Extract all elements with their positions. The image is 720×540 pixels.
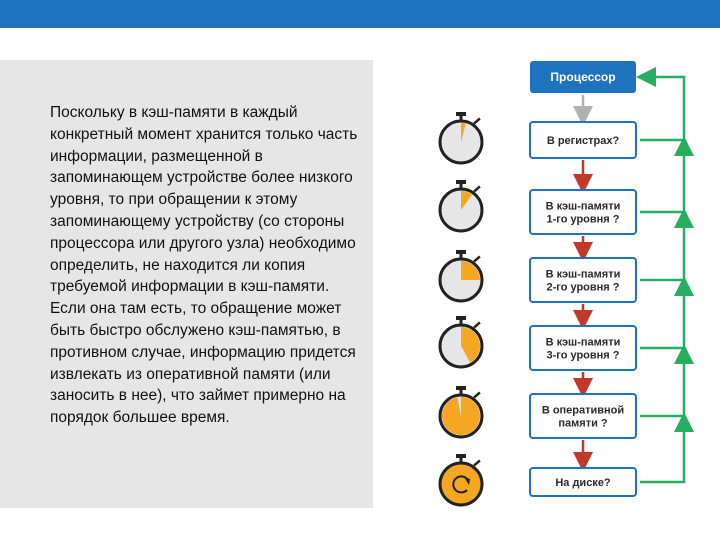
level-box	[530, 258, 636, 302]
level-box-label: В кэш-памяти	[545, 336, 621, 349]
stopwatch-icon	[440, 316, 482, 367]
return-arrow	[640, 286, 684, 348]
level-box	[530, 468, 636, 496]
stopwatch-face	[440, 463, 482, 505]
stopwatch-icon	[440, 250, 482, 301]
processor-box	[530, 61, 636, 93]
level-box	[530, 190, 636, 234]
stopwatch-icon	[440, 180, 482, 231]
stopwatch-stem	[460, 389, 463, 394]
return-arrow	[640, 422, 684, 482]
level-box	[530, 326, 636, 370]
stopwatch-button	[474, 186, 480, 191]
level-box	[530, 394, 636, 438]
level-box-label: В кэш-памяти	[545, 268, 621, 281]
level-box-label: В кэш-памяти	[545, 200, 621, 213]
memory-hierarchy-diagram	[380, 40, 710, 510]
level-box-label: 3-го уровня ?	[546, 349, 620, 362]
return-arrow	[640, 354, 684, 416]
stopwatch-elapsed	[461, 261, 480, 280]
body-paragraph: Поскольку в кэш-памяти в каждый конкретный момент хранится только часть информации, размещенной в запоминающем устройстве более низкого уровня, то при обращении к этому запоминающему устройству (со стороны процессора или другого узла) необходимо определить, не находится ли копия требуемой информации в кэш-памяти. Если она там есть, то обращение может быть быстро обслужено кэш-памятью, в противном случае, информацию придется извлекать из оперативной памяти (или заносить в нее), что займет примерно на порядок большее время.	[50, 104, 358, 427]
return-arrow	[640, 218, 684, 280]
stopwatch-button	[474, 392, 480, 397]
stopwatch-button	[474, 322, 480, 327]
text-panel	[0, 60, 373, 508]
level-box	[530, 122, 636, 158]
stopwatch-stem	[460, 319, 463, 324]
return-arrow	[640, 77, 684, 140]
stopwatch-stem	[460, 115, 463, 120]
stopwatch-stem	[460, 457, 463, 462]
level-box-label: 2-го уровня ?	[546, 281, 620, 294]
return-arrow	[640, 146, 684, 212]
level-box-label: На диске?	[555, 477, 611, 489]
stopwatch-stem	[460, 253, 463, 258]
stopwatch-icon	[440, 112, 482, 163]
stopwatch-button	[474, 118, 480, 123]
stopwatch-button	[474, 256, 480, 261]
level-box-label: 1-го уровня ?	[546, 213, 620, 226]
processor-label: Процессор	[550, 70, 616, 84]
stopwatch-button	[474, 460, 480, 465]
level-box-label: памяти ?	[558, 417, 608, 430]
stopwatch-refresh-icon	[440, 454, 482, 505]
level-box-label: В оперативной	[541, 404, 625, 417]
stopwatch-icon	[440, 386, 482, 437]
top-banner	[0, 0, 720, 28]
level-box-label: В регистрах?	[546, 135, 620, 147]
stopwatch-stem	[460, 183, 463, 188]
